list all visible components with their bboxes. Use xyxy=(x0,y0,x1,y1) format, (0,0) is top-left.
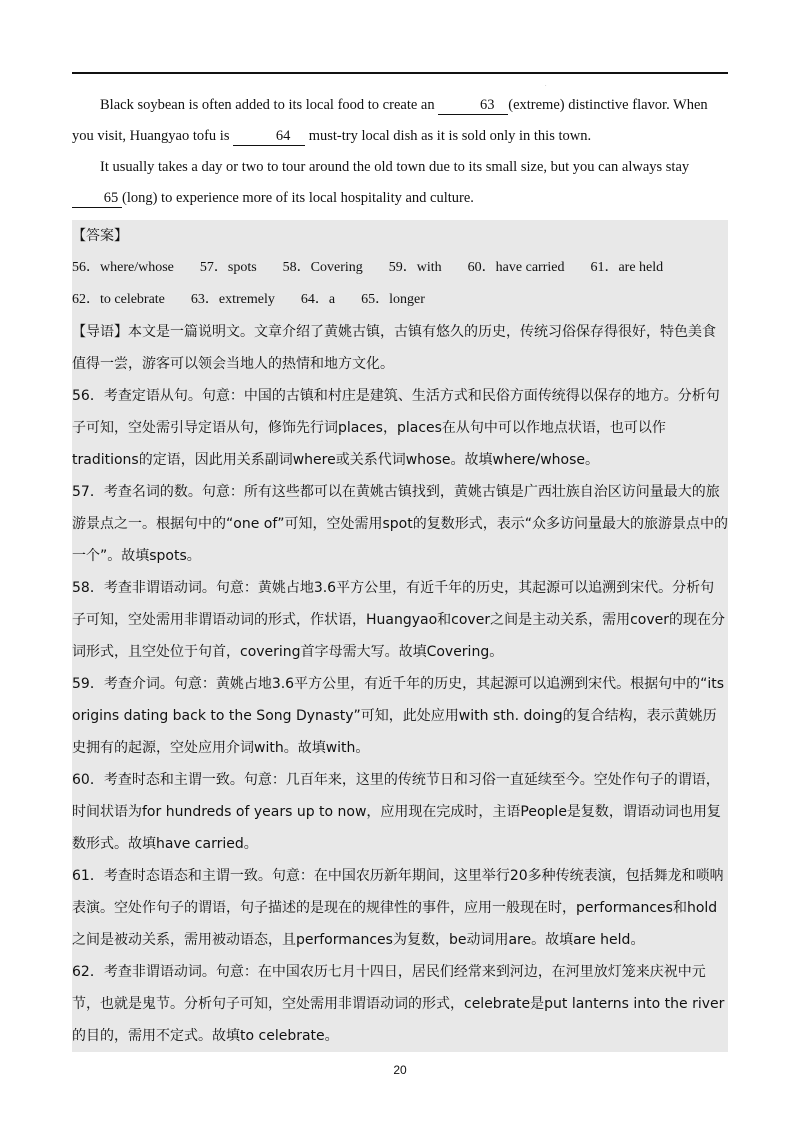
blank-65: 65 xyxy=(72,189,122,208)
explanation-57: 57．考查名词的数。句意：所有这些都可以在黄姚古镇找到，黄姚古镇是广西壮族自治区访问量最大的旅游景点之一。根据句中的“one of”可知，空处需用spot的复数形式，表示“众多访问量最大的旅游景点中的一个”。故填spots。 xyxy=(72,484,728,564)
answer-item: 61．are held xyxy=(590,260,664,275)
passage-text: It usually takes a day or two to tour around the old town due to its small size, but you can always stay xyxy=(100,159,690,175)
explanation-59: 59．考查介词。句意：黄姚占地3.6平方公里，有近千年的历史，其起源可以追溯到宋代。根据句中的“its origins dating back to the Song Dynasty”可知，此处应用with sth. doing的复合结构，表示黄姚历史拥有的起源，空处应用介词with。故填with。 xyxy=(72,676,725,756)
explanation-56: 56．考查定语从句。句意：中国的古镇和村庄是建筑、生活方式和民俗方面传统得以保存的地方。分析句子可知，空处需引导定语从句，修饰先行词places，places在从句中可以作地点状语，也可以作traditions的定语，因此用关系副词where或关系代词whose。故填where/whose。 xyxy=(72,388,720,468)
answer-header: 【答案】 xyxy=(72,228,128,244)
answer-item: 58．Covering xyxy=(282,260,363,275)
answer-item: 59．with xyxy=(388,260,442,275)
passage-text: Black soybean is often added to its local food to create an xyxy=(100,97,439,113)
explanation-60: 60．考查时态和主谓一致。句意：几百年来，这里的传统节日和习俗一直延续至今。空处作句子的谓语，时间状语为for hundreds of years up to now，应用现在完成时，主语People是复数，谓语动词也用复数形式。故填have carried。 xyxy=(72,772,721,852)
passage-paragraph-2 xyxy=(72,152,728,214)
passage-paragraph-1 xyxy=(72,90,728,152)
blank-63: 63 xyxy=(438,96,508,115)
answer-item: 57．spots xyxy=(199,260,257,275)
answer-item: 64．a xyxy=(300,292,336,307)
answer-section xyxy=(72,220,728,1052)
header-rule xyxy=(72,72,728,74)
answer-item: 60．have carried xyxy=(467,260,565,275)
blank-64: 64 xyxy=(233,127,305,146)
answer-item: 62．to celebrate xyxy=(72,292,165,307)
explanation-61: 61．考查时态语态和主谓一致。句意：在中国农历新年期间，这里举行20多种传统表演，包括舞龙和唢呐表演。空处作句子的谓语，句子描述的是现在的规律性的事件，应用一般现在时，performances和hold之间是被动关系，需用被动语态，且performances为复数，be动词用are。故填are held。 xyxy=(72,868,724,948)
page-content xyxy=(72,90,728,1052)
passage-text: must-try local dish as it is sold only in this town. xyxy=(305,128,592,144)
answers-row-2 xyxy=(72,284,728,316)
passage-text: (long) to experience more of its local hospitality and culture. xyxy=(122,190,474,206)
explanation-intro: 【导语】本文是一篇说明文。文章介绍了黄姚古镇，古镇有悠久的历史，传统习俗保存得很好，特色美食值得一尝，游客可以领会当地人的热情和地方文化。 xyxy=(72,324,716,372)
answers-row-1 xyxy=(72,252,728,284)
explanation-62: 62．考查非谓语动词。句意：在中国农历七月十四日，居民们经常来到河边，在河里放灯笼来庆祝中元节，也就是鬼节。分析句子可知，空处需用非谓语动词的形式，celebrate是put lanterns into the river的目的，需用不定式。故填to celebrate。 xyxy=(72,964,725,1044)
answer-item: 63．extremely xyxy=(190,292,275,307)
explanation-58: 58．考查非谓语动词。句意：黄姚占地3.6平方公里，有近千年的历史，其起源可以追溯到宋代。分析句子可知，空处需用非谓语动词的形式，作状语，Huangyao和cover之间是主动关系，需用cover的现在分词形式，且空处位于句首，covering首字母需大写。故填Covering。 xyxy=(72,580,726,660)
header-dot: . xyxy=(545,82,547,88)
passage-text: (extreme) distinctive flavor. When you visit, Huangyao tofu is xyxy=(72,97,708,144)
answer-item: 65．longer xyxy=(361,292,425,307)
answer-item: 56．where/whose xyxy=(72,260,174,275)
page-number: 20 xyxy=(393,1063,407,1077)
